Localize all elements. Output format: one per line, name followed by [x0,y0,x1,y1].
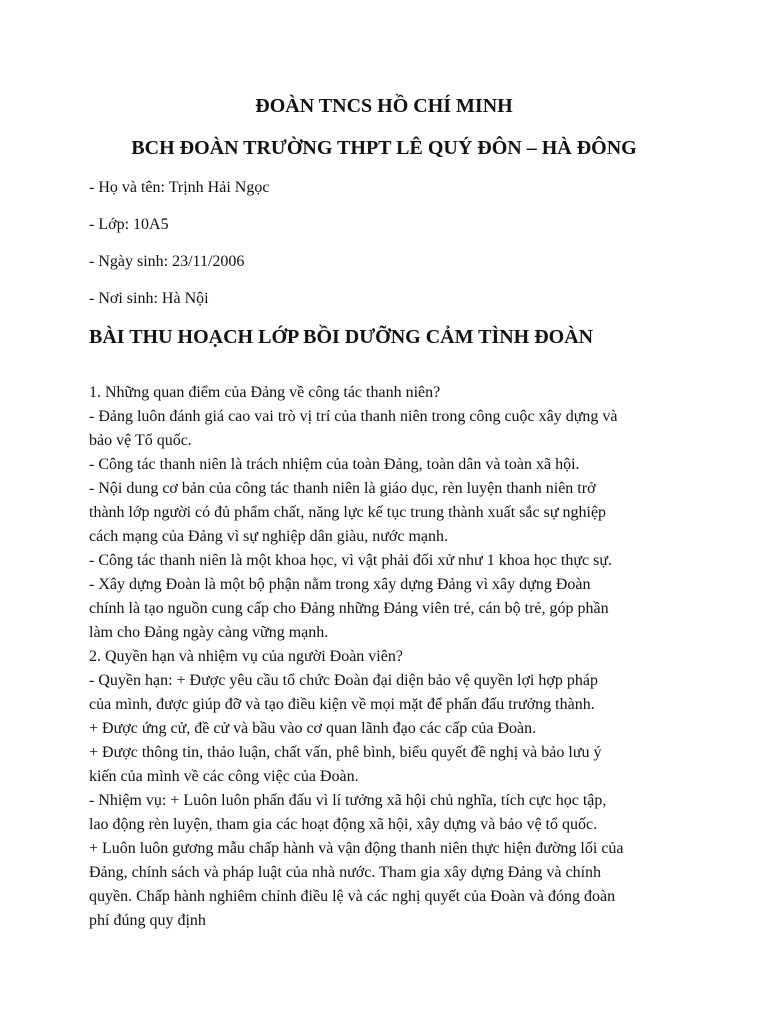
student-birthdate: - Ngày sinh: 23/11/2006 [89,253,245,270]
body-line: - Xây dựng Đoàn là một bộ phận nằm trong xây dựng Đảng vì xây dựng Đoàn [89,576,591,593]
body-line: lao động rèn luyện, tham gia các hoạt động xã hội, xây dựng và bảo vệ tổ quốc. [89,816,598,833]
body-line: + Luôn luôn gương mẫu chấp hành và vận động thanh niên thực hiện đường lối của [89,840,624,857]
body-line: kiến của mình về các công việc của Đoàn. [89,768,359,785]
body-line: - Nhiệm vụ: + Luôn luôn phấn đấu vì lí tưởng xã hội chủ nghĩa, tích cực học tập, [89,792,607,809]
body-line: thành lớp người có đủ phẩm chất, năng lực kế tục trung thành xuất sắc sự nghiệp [89,504,607,521]
body-line: - Đảng luôn đánh giá cao vai trò vị trí của thanh niên trong công cuộc xây dựng và [89,408,618,425]
body-line: + Được thông tin, thảo luận, chất vấn, phê bình, biểu quyết đề nghị và bảo lưu ý [89,744,602,761]
organization-heading: ĐOÀN TNCS HỒ CHÍ MINH [255,95,513,117]
body-line: bảo vệ Tổ quốc. [89,432,192,449]
body-line: làm cho Đảng ngày càng vững mạnh. [89,624,329,641]
body-line: Đảng, chính sách và pháp luật của nhà nước. Tham gia xây dựng Đảng và chính [89,864,602,881]
branch-heading: BCH ĐOÀN TRƯỜNG THPT LÊ QUÝ ĐÔN – HÀ ĐÔNG [131,137,637,159]
student-class: - Lớp: 10A5 [89,216,169,233]
body-line: - Công tác thanh niên là một khoa học, vì vật phải đối xử như 1 khoa học thực sự. [89,552,613,569]
body-line: + Được ứng cử, đề cử và bầu vào cơ quan lãnh đạo các cấp của Đoàn. [89,720,537,737]
report-title: BÀI THU HOẠCH LỚP BỒI DƯỠNG CẢM TÌNH ĐOÀN [89,326,594,348]
body-line: - Quyền hạn: + Được yêu cầu tổ chức Đoàn đại diện bảo vệ quyền lợi hợp pháp [89,672,598,689]
body-line: quyền. Chấp hành nghiêm chỉnh điều lệ và các nghị quyết của Đoàn và đóng đoàn [89,888,616,905]
body-line: cách mạng của Đảng vì sự nghiệp dân giàu, nước mạnh. [89,528,449,545]
body-line: - Công tác thanh niên là trách nhiệm của toàn Đảng, toàn dân và toàn xã hội. [89,456,580,473]
body-line: phí đúng quy định [89,912,206,929]
student-birthplace: - Nơi sinh: Hà Nội [89,290,209,307]
body-line: của mình, được giúp đỡ và tạo điều kiện về mọi mặt để phấn đấu trưởng thành. [89,696,595,713]
body-line: - Nội dung cơ bản của công tác thanh niên là giáo dục, rèn luyện thanh niên trở [89,480,596,497]
body-line: 2. Quyền hạn và nhiệm vụ của người Đoàn viên? [89,648,403,665]
student-name: - Họ và tên: Trịnh Hải Ngọc [89,179,270,196]
body-line: chính là tạo nguồn cung cấp cho Đảng những Đảng viên trẻ, cán bộ trẻ, góp phần [89,600,609,617]
report-body [89,381,689,933]
body-line: 1. Những quan điểm của Đảng về công tác thanh niên? [89,384,441,401]
